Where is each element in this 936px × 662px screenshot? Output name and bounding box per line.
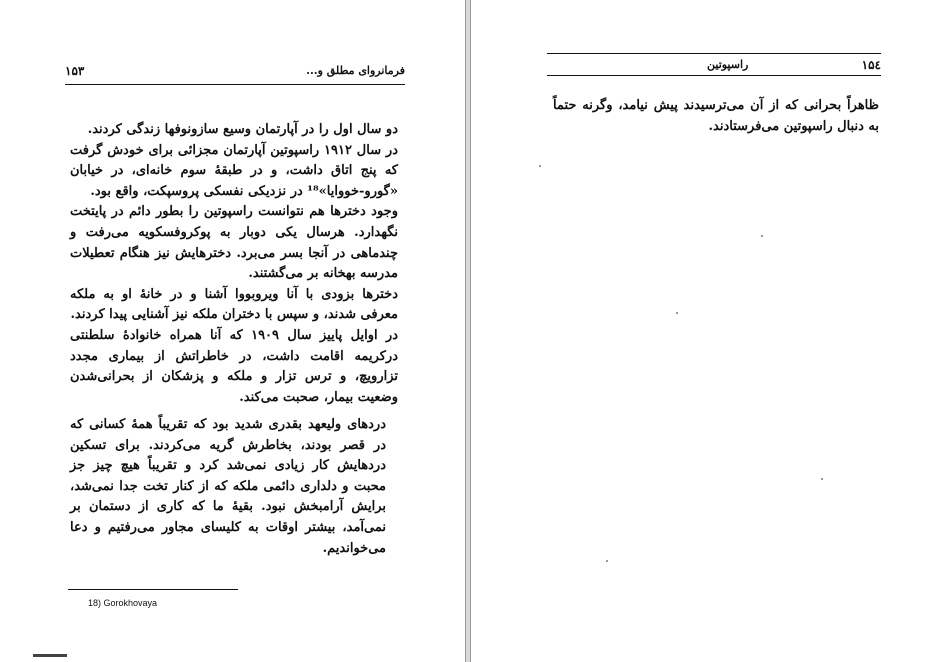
scan-speck [539,165,541,167]
paragraph: ظاهراً بحرانی که از آن می‌ترسیدند پیش نیامد، وگرنه حتماً به دنبال راسپوتین می‌فرستادند. [553,98,879,134]
header-top-rule [547,53,881,54]
right-page [470,0,936,662]
paragraph: در سال ۱۹۱۲ راسپوتین آپارتمان مجزائی برای خودش گرفت که پنج اتاق داشت، و در طبقهٔ سوم خانه‌ای، در خیابان «گورو-خووایا»¹⁸ در نزدیکی نفسکی پروسپکت، واقع بود. [70,142,399,199]
footnote: 18) Gorokhovaya [88,598,158,608]
paragraph: در اوایل پاییز سال ۱۹۰۹ که آنا همراه خانوادهٔ سلطنتی درکریمه اقامت داشت، در خاطراتش از بیماری مجدد تزارویچ، و ترس تزار و ملکه و پزشکان از بحرانی‌شدن وضعیت بیمار، صحبت می‌کند. [70,327,399,405]
left-page [0,0,466,662]
page-number: ۱۵۳ [65,64,85,78]
left-page-body [70,120,398,408]
scan-artifact [33,654,67,657]
paragraph: وجود دخترها هم نتوانست راسپوتین را بطور دائم در پایتخت نگهدارد. هرسال یکی دوبار به پوکروفسکویه می‌رفت و چندماهی در آنجا بسر می‌برد. دخترهایش نیز هنگام تعطیلات مدرسه بهخانه بر می‌گشتند. [70,204,398,282]
page-number: ۱۵٤ [861,58,881,72]
paragraph: دو سال اول را در آپارتمان وسیع سازونوفها زندگی کردند. [87,122,398,137]
running-title: راسپوتین [707,58,749,71]
paragraph: دخترها بزودی با آنا ویروبووا آشنا و در خانهٔ او به ملکه معرفی شدند، و سپس با دختران ملکه نیز آشنایی پیدا کردند. [70,286,398,323]
quote-text: دردهای ولیعهد بقدری شدید بود که تقریباً همهٔ کسانی که در قصر بودند، بخاطرش گریه می‌کردند. برای تسکین دردهایش کار زیادی نمی‌شد کرد و تقریباً هیچ چیز جز محبت و دلداری دائمی ملکه که از کنار تخت جدا نمی‌شد، برایش آرامبخش نبود. بقیهٔ ما که کاری از دستمان بر نمی‌آمد، بیشتر اوقات به کلیسای مجاور می‌رفتیم و دعا می‌خواندیم. [70,417,387,556]
scan-speck [821,478,823,480]
running-title: فرمانروای مطلق و... [306,64,405,77]
header-rule [547,75,881,76]
scan-speck [676,312,678,314]
right-page-body [553,96,879,137]
scan-speck [606,560,608,562]
block-quote [70,415,386,559]
scan-speck [761,235,763,237]
header-rule [65,84,405,85]
footnote-rule [68,589,238,590]
